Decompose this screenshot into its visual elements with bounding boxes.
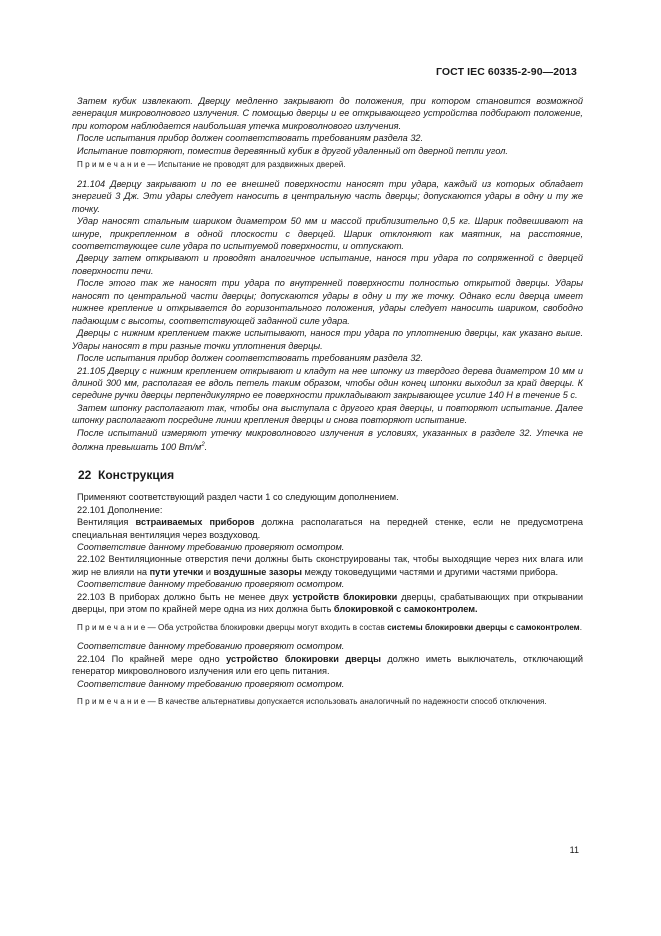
note-label: П р и м е ч а н и е <box>77 160 146 170</box>
section-heading <box>78 469 583 481</box>
paragraph: Вентиляция встраиваемых приборов должна располагаться на передней стенке, если не предусмотрена специальная вентиляция через воздуховод. <box>72 517 583 540</box>
note-label: П р и м е ч а н и е <box>77 697 146 706</box>
paragraph: Применяют соответствующий раздел части 1 со следующим дополнением. <box>77 492 399 503</box>
paragraph: После испытания прибор должен соответствовать требованиям раздела 32. <box>77 353 424 364</box>
defined-term: системы блокировки дверцы с самоконтролем <box>387 622 580 632</box>
clause-22-101: 22.101 Дополнение: <box>77 504 163 515</box>
paragraph: Дверцу затем открывают и проводят аналогичное испытание, нанося три удара по сопряженной с дверцей поверхности печи. <box>72 253 583 276</box>
defined-term: воздушные зазоры <box>213 566 302 577</box>
defined-term: устройств блокировки <box>292 591 398 602</box>
compliance-check: Соответствие данному требованию проверяют осмотром. <box>77 641 345 652</box>
clause-22-102: 22.102 Вентиляционные отверстия печи должны быть сконструированы так, чтобы выходящие через них влага или жир не влияли на пути утечки и воздушные зазоры между токоведущими частями и другими частями прибора. <box>72 554 583 577</box>
compliance-check: Соответствие данному требованию проверяют осмотром. <box>77 542 345 553</box>
section-title: Конструкция <box>98 467 175 482</box>
defined-term: пути утечки <box>149 566 204 577</box>
note-text: — Испытание не проводят для раздвижных дверей. <box>145 160 346 170</box>
paragraph: Дверцы с нижним креплением также испытывают, нанося три удара по уплотнению дверцы, как указано выше. Удары наносят в три разные точки уплотнения дверцы. <box>72 328 583 351</box>
paragraph: Затем кубик извлекают. Дверцу медленно закрывают до положения, при котором становится возможной генерация микроволнового излучения. С помощью дверцы и ее открывающего устройства подбирают положение, при котором наблюдается наибольшая утечка микроволнового излучения. <box>72 96 583 131</box>
defined-term: блокировкой с самоконтролем. <box>333 604 478 615</box>
paragraph: После этого так же наносят три удара по внутренней поверхности полностью открытой дверцы. Удары наносят по центральной части дверцы; допускаются удары в одну и ту же точку. Однако если дверца имеет нижнее крепление и открывается до горизонтального положения, удары следует наносить шариком, свободно падающим с высоты, соответствующей заданной силе удара. <box>72 278 583 326</box>
defined-term: устройство блокировки дверцы <box>226 653 381 664</box>
paragraph: После испытаний измеряют утечку микроволнового излучения в условиях, указанных в разделе 32. Утечка не должна превышать 100 $Вт/м^2$. <box>72 427 583 453</box>
clause-21-104: 21.104 Дверцу закрывают и по ее внешней поверхности наносят три удара, каждый из которых обладает энергией 3 Дж. Эти удары следует наносить в центральную часть дверцы; допускаются удары в одну и ту же точку. <box>72 178 583 214</box>
superscript: 2 <box>201 442 205 449</box>
page-number: 11 <box>569 845 579 855</box>
note <box>72 159 583 171</box>
note: П р и м е ч а н и е — Оба устройства блокировки дверцы могут входить в состав системы блокировки дверцы с самоконтролем. <box>77 622 583 632</box>
clause-22-103: 22.103 В приборах должно быть не менее двух устройств блокировки дверцы, срабатывающих при открывании дверцы, при этом по крайней мере одна из них должна быть блокировкой с самоконтролем. <box>72 591 584 615</box>
paragraph: Испытание повторяют, поместив деревянный кубик в другой удаленный от дверной петли угол. <box>77 145 508 156</box>
section-number: 22 <box>78 467 92 482</box>
clause-21-105: 21.105 Дверцу с нижним креплением открывают и кладут на нее шпонку из твердого дерева диаметром 10 мм и длиной 300 мм, располагая ее вдоль петель таким образом, чтобы один конец шпонки выходил за край дверцы. К середине ручки дверцы перпендикулярно ее поверхности прикладывают закрывающее усилие 140 Н в течение 5 с. <box>72 365 583 401</box>
paragraph: Затем шпонку располагают так, чтобы она выступала с другого края дверцы, и повторяют испытание. Далее шпонку располагают посредине линии крепления дверцы и снова повторяют испытание. <box>72 402 583 426</box>
document-body <box>72 95 583 714</box>
standard-header: ГОСТ IEC 60335-2-90—2013 <box>435 66 577 78</box>
clause-22-104: 22.104 По крайней мере одно устройство блокировки дверцы должно иметь выключатель, отключающий генератор микроволнового излучения или его цепь питания. <box>72 653 583 677</box>
paragraph: После испытания прибор должен соответствовать требованиям раздела 32. <box>77 133 424 144</box>
note <box>72 696 583 708</box>
compliance-check: Соответствие данному требованию проверяют осмотром. <box>77 579 345 590</box>
note-text: — В качестве альтернативы допускается использовать аналогичный по надежности способ отключения. <box>145 697 547 706</box>
note-label: П р и м е ч а н и е <box>77 622 146 632</box>
compliance-check: Соответствие данному требованию проверяют осмотром. <box>77 678 345 689</box>
defined-term: встраиваемых приборов <box>135 517 255 528</box>
paragraph: Удар наносят стальным шариком диаметром 50 мм и массой приблизительно 0,5 кг. Шарик подвешивают на шнуре, прикрепленном в одной плоскости с дверцей. Шарик отклоняют как маятник, на расстояние, соответствующее силе удара по испытуемой поверхности, и отпускают. <box>72 216 583 251</box>
